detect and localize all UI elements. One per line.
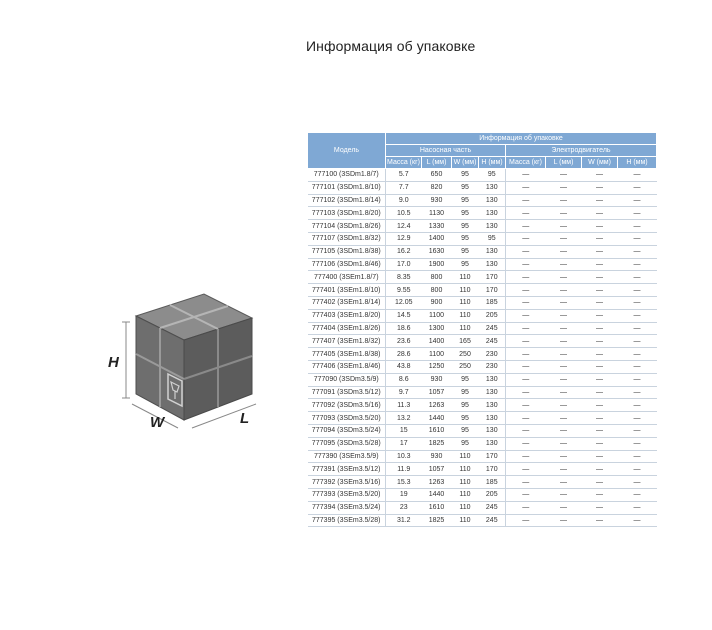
dash-cell: — bbox=[546, 386, 582, 399]
dash-cell: — bbox=[618, 232, 657, 245]
value-cell: 110 bbox=[452, 296, 479, 309]
dash-cell: — bbox=[546, 514, 582, 527]
value-cell: 9.0 bbox=[386, 194, 422, 207]
dash-cell: — bbox=[618, 437, 657, 450]
value-cell: 110 bbox=[452, 514, 479, 527]
dash-cell: — bbox=[582, 232, 618, 245]
value-cell: 95 bbox=[452, 220, 479, 233]
dash-cell: — bbox=[582, 399, 618, 412]
value-cell: 130 bbox=[479, 424, 506, 437]
value-cell: 95 bbox=[452, 412, 479, 425]
model-cell: 777101 (3SDm1.8/10) bbox=[308, 181, 386, 194]
dash-cell: — bbox=[506, 309, 546, 322]
dash-cell: — bbox=[582, 258, 618, 271]
dash-cell: — bbox=[618, 335, 657, 348]
value-cell: 1825 bbox=[422, 514, 452, 527]
dash-cell: — bbox=[618, 181, 657, 194]
value-cell: 185 bbox=[479, 476, 506, 489]
value-cell: 1440 bbox=[422, 412, 452, 425]
table-row bbox=[308, 437, 657, 450]
value-cell: 8.35 bbox=[386, 271, 422, 284]
dash-cell: — bbox=[506, 412, 546, 425]
value-cell: 1057 bbox=[422, 386, 452, 399]
value-cell: 23 bbox=[386, 501, 422, 514]
dash-cell: — bbox=[506, 284, 546, 297]
value-cell: 23.6 bbox=[386, 335, 422, 348]
dash-cell: — bbox=[582, 488, 618, 501]
value-cell: 95 bbox=[452, 207, 479, 220]
col-header: L (мм) bbox=[546, 157, 582, 169]
col-header: W (мм) bbox=[452, 157, 479, 169]
dash-cell: — bbox=[582, 169, 618, 182]
dash-cell: — bbox=[546, 169, 582, 182]
value-cell: 9.55 bbox=[386, 284, 422, 297]
value-cell: 15 bbox=[386, 424, 422, 437]
col-header: H (мм) bbox=[479, 157, 506, 169]
value-cell: 1825 bbox=[422, 437, 452, 450]
model-cell: 777401 (3SEm1.8/10) bbox=[308, 284, 386, 297]
dash-cell: — bbox=[506, 476, 546, 489]
table-row bbox=[308, 501, 657, 514]
col-header: Масса (кг) bbox=[386, 157, 422, 169]
value-cell: 800 bbox=[422, 284, 452, 297]
value-cell: 16.2 bbox=[386, 245, 422, 258]
value-cell: 13.2 bbox=[386, 412, 422, 425]
value-cell: 130 bbox=[479, 437, 506, 450]
col-header: W (мм) bbox=[582, 157, 618, 169]
value-cell: 14.5 bbox=[386, 309, 422, 322]
dash-cell: — bbox=[546, 181, 582, 194]
value-cell: 205 bbox=[479, 309, 506, 322]
value-cell: 1057 bbox=[422, 463, 452, 476]
value-cell: 95 bbox=[452, 386, 479, 399]
value-cell: 130 bbox=[479, 399, 506, 412]
model-cell: 777090 (3SDm3.5/9) bbox=[308, 373, 386, 386]
table-row bbox=[308, 169, 657, 182]
value-cell: 900 bbox=[422, 296, 452, 309]
value-cell: 12.4 bbox=[386, 220, 422, 233]
value-cell: 110 bbox=[452, 488, 479, 501]
value-cell: 185 bbox=[479, 296, 506, 309]
value-cell: 1263 bbox=[422, 476, 452, 489]
table-row bbox=[308, 463, 657, 476]
value-cell: 110 bbox=[452, 322, 479, 335]
dash-cell: — bbox=[546, 463, 582, 476]
dash-cell: — bbox=[618, 501, 657, 514]
model-cell: 777402 (3SEm1.8/14) bbox=[308, 296, 386, 309]
value-cell: 245 bbox=[479, 322, 506, 335]
package-box-illustration bbox=[106, 282, 276, 432]
value-cell: 110 bbox=[452, 476, 479, 489]
dash-cell: — bbox=[582, 501, 618, 514]
value-cell: 1263 bbox=[422, 399, 452, 412]
table-row bbox=[308, 232, 657, 245]
dash-cell: — bbox=[546, 271, 582, 284]
value-cell: 8.6 bbox=[386, 373, 422, 386]
value-cell: 245 bbox=[479, 514, 506, 527]
value-cell: 110 bbox=[452, 271, 479, 284]
dash-cell: — bbox=[546, 424, 582, 437]
dash-cell: — bbox=[582, 207, 618, 220]
dash-cell: — bbox=[506, 232, 546, 245]
dash-cell: — bbox=[582, 296, 618, 309]
table-row bbox=[308, 194, 657, 207]
dash-cell: — bbox=[618, 258, 657, 271]
dash-cell: — bbox=[506, 373, 546, 386]
dash-cell: — bbox=[506, 258, 546, 271]
value-cell: 930 bbox=[422, 450, 452, 463]
value-cell: 170 bbox=[479, 463, 506, 476]
dash-cell: — bbox=[506, 181, 546, 194]
value-cell: 95 bbox=[452, 373, 479, 386]
dash-cell: — bbox=[582, 437, 618, 450]
dash-cell: — bbox=[546, 258, 582, 271]
width-label: W bbox=[150, 414, 165, 431]
value-cell: 95 bbox=[452, 258, 479, 271]
value-cell: 130 bbox=[479, 194, 506, 207]
dash-cell: — bbox=[618, 284, 657, 297]
table-row bbox=[308, 399, 657, 412]
value-cell: 15.3 bbox=[386, 476, 422, 489]
value-cell: 1300 bbox=[422, 322, 452, 335]
dash-cell: — bbox=[582, 245, 618, 258]
dash-cell: — bbox=[546, 296, 582, 309]
value-cell: 170 bbox=[479, 271, 506, 284]
value-cell: 130 bbox=[479, 181, 506, 194]
dash-cell: — bbox=[618, 194, 657, 207]
dash-cell: — bbox=[618, 348, 657, 361]
motor-header: Электродвигатель bbox=[506, 145, 657, 157]
dash-cell: — bbox=[582, 373, 618, 386]
table-row bbox=[308, 335, 657, 348]
dash-cell: — bbox=[618, 450, 657, 463]
dash-cell: — bbox=[506, 450, 546, 463]
dash-cell: — bbox=[618, 514, 657, 527]
model-cell: 777392 (3SEm3.5/16) bbox=[308, 476, 386, 489]
dash-cell: — bbox=[506, 220, 546, 233]
model-cell: 777393 (3SEm3.5/20) bbox=[308, 488, 386, 501]
dash-cell: — bbox=[506, 463, 546, 476]
model-cell: 777390 (3SEm3.5/9) bbox=[308, 450, 386, 463]
dash-cell: — bbox=[582, 348, 618, 361]
model-cell: 777092 (3SDm3.5/16) bbox=[308, 399, 386, 412]
page-title: Информация об упаковке bbox=[306, 38, 476, 54]
dash-cell: — bbox=[546, 322, 582, 335]
dash-cell: — bbox=[618, 399, 657, 412]
dash-cell: — bbox=[618, 386, 657, 399]
dash-cell: — bbox=[546, 220, 582, 233]
dash-cell: — bbox=[506, 271, 546, 284]
model-cell: 777100 (3SDm1.8/7) bbox=[308, 169, 386, 182]
model-cell: 777102 (3SDm1.8/14) bbox=[308, 194, 386, 207]
dash-cell: — bbox=[582, 271, 618, 284]
model-cell: 777091 (3SDm3.5/12) bbox=[308, 386, 386, 399]
value-cell: 95 bbox=[452, 424, 479, 437]
dash-cell: — bbox=[546, 245, 582, 258]
dash-cell: — bbox=[582, 220, 618, 233]
value-cell: 1900 bbox=[422, 258, 452, 271]
value-cell: 130 bbox=[479, 373, 506, 386]
value-cell: 95 bbox=[452, 245, 479, 258]
value-cell: 230 bbox=[479, 360, 506, 373]
value-cell: 1130 bbox=[422, 207, 452, 220]
value-cell: 130 bbox=[479, 207, 506, 220]
dash-cell: — bbox=[582, 412, 618, 425]
dash-cell: — bbox=[618, 207, 657, 220]
dash-cell: — bbox=[618, 220, 657, 233]
dash-cell: — bbox=[506, 424, 546, 437]
value-cell: 250 bbox=[452, 360, 479, 373]
model-cell: 777103 (3SDm1.8/20) bbox=[308, 207, 386, 220]
dash-cell: — bbox=[618, 360, 657, 373]
value-cell: 130 bbox=[479, 386, 506, 399]
value-cell: 1250 bbox=[422, 360, 452, 373]
model-cell: 777391 (3SEm3.5/12) bbox=[308, 463, 386, 476]
dash-cell: — bbox=[582, 450, 618, 463]
table-row bbox=[308, 424, 657, 437]
table-row bbox=[308, 284, 657, 297]
table-row bbox=[308, 322, 657, 335]
dash-cell: — bbox=[582, 463, 618, 476]
value-cell: 95 bbox=[452, 194, 479, 207]
dash-cell: — bbox=[506, 194, 546, 207]
value-cell: 1330 bbox=[422, 220, 452, 233]
value-cell: 1400 bbox=[422, 232, 452, 245]
value-cell: 130 bbox=[479, 258, 506, 271]
dash-cell: — bbox=[546, 194, 582, 207]
dash-cell: — bbox=[546, 450, 582, 463]
dash-cell: — bbox=[618, 476, 657, 489]
value-cell: 1100 bbox=[422, 348, 452, 361]
value-cell: 170 bbox=[479, 450, 506, 463]
value-cell: 110 bbox=[452, 309, 479, 322]
value-cell: 110 bbox=[452, 284, 479, 297]
model-cell: 777405 (3SEm1.8/38) bbox=[308, 348, 386, 361]
model-cell: 777404 (3SEm1.8/26) bbox=[308, 322, 386, 335]
value-cell: 1610 bbox=[422, 424, 452, 437]
dash-cell: — bbox=[546, 284, 582, 297]
model-cell: 777400 (3SEm1.8/7) bbox=[308, 271, 386, 284]
value-cell: 1100 bbox=[422, 309, 452, 322]
value-cell: 245 bbox=[479, 501, 506, 514]
dash-cell: — bbox=[506, 488, 546, 501]
dash-cell: — bbox=[582, 194, 618, 207]
value-cell: 245 bbox=[479, 335, 506, 348]
value-cell: 95 bbox=[452, 181, 479, 194]
model-cell: 777093 (3SDm3.5/20) bbox=[308, 412, 386, 425]
value-cell: 18.6 bbox=[386, 322, 422, 335]
pump-header: Насосная часть bbox=[386, 145, 506, 157]
table-row bbox=[308, 386, 657, 399]
dash-cell: — bbox=[506, 207, 546, 220]
value-cell: 95 bbox=[452, 232, 479, 245]
dash-cell: — bbox=[506, 360, 546, 373]
value-cell: 19 bbox=[386, 488, 422, 501]
value-cell: 95 bbox=[452, 437, 479, 450]
value-cell: 17 bbox=[386, 437, 422, 450]
height-label: H bbox=[108, 354, 119, 371]
value-cell: 17.0 bbox=[386, 258, 422, 271]
dash-cell: — bbox=[546, 207, 582, 220]
model-cell: 777095 (3SDm3.5/28) bbox=[308, 437, 386, 450]
model-cell: 777407 (3SEm1.8/32) bbox=[308, 335, 386, 348]
packaging-table bbox=[307, 132, 657, 527]
dash-cell: — bbox=[618, 463, 657, 476]
dash-cell: — bbox=[618, 424, 657, 437]
dash-cell: — bbox=[506, 335, 546, 348]
length-label: L bbox=[240, 410, 250, 427]
table-row bbox=[308, 181, 657, 194]
model-cell: 777395 (3SEm3.5/28) bbox=[308, 514, 386, 527]
model-cell: 777107 (3SDm1.8/32) bbox=[308, 232, 386, 245]
model-cell: 777406 (3SEm1.8/46) bbox=[308, 360, 386, 373]
dash-cell: — bbox=[546, 360, 582, 373]
value-cell: 28.6 bbox=[386, 348, 422, 361]
value-cell: 165 bbox=[452, 335, 479, 348]
dash-cell: — bbox=[582, 335, 618, 348]
group-header: Информация об упаковке bbox=[386, 133, 657, 145]
value-cell: 9.7 bbox=[386, 386, 422, 399]
table-body bbox=[308, 169, 657, 527]
dash-cell: — bbox=[582, 284, 618, 297]
value-cell: 95 bbox=[479, 232, 506, 245]
value-cell: 110 bbox=[452, 463, 479, 476]
table-row bbox=[308, 271, 657, 284]
dash-cell: — bbox=[546, 232, 582, 245]
table-row bbox=[308, 373, 657, 386]
table-row bbox=[308, 348, 657, 361]
dash-cell: — bbox=[618, 373, 657, 386]
table-row bbox=[308, 360, 657, 373]
value-cell: 31.2 bbox=[386, 514, 422, 527]
dash-cell: — bbox=[618, 296, 657, 309]
dash-cell: — bbox=[546, 412, 582, 425]
value-cell: 205 bbox=[479, 488, 506, 501]
model-cell: 777394 (3SEm3.5/24) bbox=[308, 501, 386, 514]
value-cell: 110 bbox=[452, 501, 479, 514]
value-cell: 930 bbox=[422, 373, 452, 386]
table-row bbox=[308, 207, 657, 220]
dash-cell: — bbox=[582, 322, 618, 335]
value-cell: 11.3 bbox=[386, 399, 422, 412]
value-cell: 1610 bbox=[422, 501, 452, 514]
value-cell: 5.7 bbox=[386, 169, 422, 182]
value-cell: 930 bbox=[422, 194, 452, 207]
model-header: Модель bbox=[308, 133, 386, 169]
value-cell: 43.8 bbox=[386, 360, 422, 373]
table-row bbox=[308, 220, 657, 233]
dash-cell: — bbox=[506, 399, 546, 412]
value-cell: 95 bbox=[452, 399, 479, 412]
value-cell: 250 bbox=[452, 348, 479, 361]
table-row bbox=[308, 450, 657, 463]
value-cell: 10.3 bbox=[386, 450, 422, 463]
dash-cell: — bbox=[582, 386, 618, 399]
dash-cell: — bbox=[546, 348, 582, 361]
table-row bbox=[308, 514, 657, 527]
dash-cell: — bbox=[582, 309, 618, 322]
value-cell: 1630 bbox=[422, 245, 452, 258]
dash-cell: — bbox=[506, 169, 546, 182]
dash-cell: — bbox=[506, 437, 546, 450]
value-cell: 7.7 bbox=[386, 181, 422, 194]
dash-cell: — bbox=[546, 488, 582, 501]
table-row bbox=[308, 296, 657, 309]
dash-cell: — bbox=[582, 424, 618, 437]
dash-cell: — bbox=[546, 309, 582, 322]
dash-cell: — bbox=[506, 501, 546, 514]
col-header: L (мм) bbox=[422, 157, 452, 169]
dash-cell: — bbox=[618, 271, 657, 284]
model-cell: 777104 (3SDm1.8/26) bbox=[308, 220, 386, 233]
value-cell: 170 bbox=[479, 284, 506, 297]
value-cell: 11.9 bbox=[386, 463, 422, 476]
value-cell: 650 bbox=[422, 169, 452, 182]
table-row bbox=[308, 245, 657, 258]
value-cell: 95 bbox=[479, 169, 506, 182]
dash-cell: — bbox=[582, 360, 618, 373]
dash-cell: — bbox=[506, 386, 546, 399]
value-cell: 820 bbox=[422, 181, 452, 194]
table-row bbox=[308, 488, 657, 501]
col-header: Масса (кг) bbox=[506, 157, 546, 169]
col-header: H (мм) bbox=[618, 157, 657, 169]
dash-cell: — bbox=[582, 476, 618, 489]
dash-cell: — bbox=[618, 245, 657, 258]
model-cell: 777105 (3SDm1.8/38) bbox=[308, 245, 386, 258]
value-cell: 130 bbox=[479, 245, 506, 258]
dash-cell: — bbox=[546, 335, 582, 348]
dash-cell: — bbox=[618, 309, 657, 322]
dash-cell: — bbox=[546, 399, 582, 412]
value-cell: 95 bbox=[452, 169, 479, 182]
value-cell: 110 bbox=[452, 450, 479, 463]
dash-cell: — bbox=[582, 514, 618, 527]
dash-cell: — bbox=[618, 412, 657, 425]
value-cell: 12.9 bbox=[386, 232, 422, 245]
dash-cell: — bbox=[506, 296, 546, 309]
model-cell: 777106 (3SDm1.8/46) bbox=[308, 258, 386, 271]
value-cell: 230 bbox=[479, 348, 506, 361]
table-row bbox=[308, 258, 657, 271]
table-row bbox=[308, 309, 657, 322]
dash-cell: — bbox=[546, 373, 582, 386]
dash-cell: — bbox=[506, 514, 546, 527]
value-cell: 130 bbox=[479, 412, 506, 425]
table-row bbox=[308, 476, 657, 489]
table-row bbox=[308, 412, 657, 425]
value-cell: 1400 bbox=[422, 335, 452, 348]
model-cell: 777094 (3SDm3.5/24) bbox=[308, 424, 386, 437]
value-cell: 130 bbox=[479, 220, 506, 233]
value-cell: 12.05 bbox=[386, 296, 422, 309]
value-cell: 800 bbox=[422, 271, 452, 284]
model-cell: 777403 (3SEm1.8/20) bbox=[308, 309, 386, 322]
dash-cell: — bbox=[506, 348, 546, 361]
dash-cell: — bbox=[506, 322, 546, 335]
value-cell: 10.5 bbox=[386, 207, 422, 220]
dash-cell: — bbox=[618, 322, 657, 335]
value-cell: 1440 bbox=[422, 488, 452, 501]
dash-cell: — bbox=[618, 488, 657, 501]
dash-cell: — bbox=[618, 169, 657, 182]
dash-cell: — bbox=[546, 437, 582, 450]
dash-cell: — bbox=[546, 476, 582, 489]
dash-cell: — bbox=[506, 245, 546, 258]
dash-cell: — bbox=[582, 181, 618, 194]
dash-cell: — bbox=[546, 501, 582, 514]
